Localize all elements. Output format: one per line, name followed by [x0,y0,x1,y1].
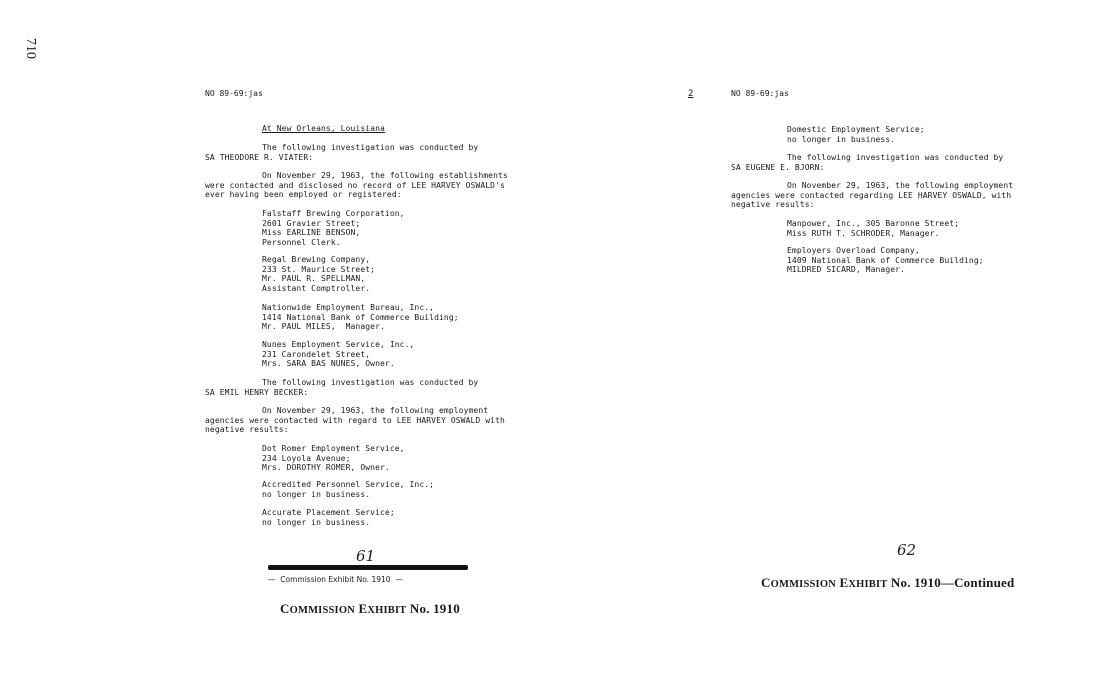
establishment-item: Nationwide Employment Bureau, Inc., 1414 National Bank of Commerce Building; Mr. PAUL MILES, Manager. [262,303,459,331]
paragraph-text: On November 29, 1963, the following employment agencies were contacted with regard to LEE HARVEY OSWALD with negative results: [205,406,505,434]
file-number: NO 89-69:jas [205,89,263,98]
agencies-paragraph [731,181,1013,210]
caption-smallcaps: OMMISSION [770,579,836,590]
file-number: NO 89-69:jas [731,89,789,98]
paragraph-text: On November 29, 1963, the following establishments were contacted and disclosed no record of LEE HARVEY OSWALD's ever having been employed or registered: [205,171,508,199]
investigation-intro [731,153,1003,172]
caption-number: No. 1910 [409,601,460,616]
establishment-item: Falstaff Brewing Corporation, 2601 Gravier Street; Miss EARLINE BENSON, Personnel Clerk. [262,209,405,247]
paragraph-text: On November 29, 1963, the following employment agencies were contacted regarding LEE HARVEY OSWALD, with negative results: [731,181,1014,209]
agency-item: Accredited Personnel Service, Inc.; no longer in business. [262,480,435,499]
paragraph-text: The following investigation was conducted by SA EUGENE E. BJORN: [731,153,1004,172]
page-marker: 2 [688,89,694,99]
exhibit-caption [761,575,1014,591]
caption-cap: C [280,601,290,616]
location-heading: At New Orleans, Louisiana [262,124,385,133]
establishments-paragraph [205,171,508,200]
caption-cap: E [839,575,849,590]
paragraph-text: The following investigation was conducted by SA EMIL HENRY BECKER: [205,378,479,397]
establishment-item: Regal Brewing Company, 233 St. Maurice Street; Mr. PAUL R. SPELLMAN, Assistant Comptroller. [262,255,376,293]
investigation-intro: The following investigation was conducted by SA THEODORE R. VIATER: [205,143,479,162]
agency-item: Accurate Placement Service; no longer in business. [262,508,395,527]
caption-smallcaps: XHIBIT [848,579,888,590]
handwritten-number: 61 [356,547,376,565]
agency-item: Manpower, Inc., 305 Baronne Street; Miss RUTH T. SCHRODER, Manager. [787,219,960,238]
stamp-bar [268,565,468,570]
caption-cap: E [358,601,368,616]
agency-item: Employers Overload Company, 1409 National Bank of Commerce Building; MILDRED SICARD, Manager. [787,246,984,274]
investigation-intro [205,378,478,397]
establishment-item: Nunes Employment Service, Inc., 231 Carondelet Street, Mrs. SARA BAS NUNES, Owner. [262,340,415,368]
page-number: 710 [23,38,38,59]
caption-smallcaps: XHIBIT [367,605,407,616]
agency-item: Dot Romer Employment Service, 234 Loyola Avenue; Mrs. DOROTHY ROMER, Owner. [262,444,405,472]
agency-item: Domestic Employment Service; no longer in business. [787,125,925,144]
caption-number: No. 1910—Continued [890,575,1015,590]
exhibit-caption [280,601,460,617]
caption-smallcaps: OMMISSION [289,605,355,616]
stamp-text: Commission Exhibit No. 1910 [280,575,391,584]
agencies-paragraph [205,406,505,435]
handwritten-number: 62 [897,541,917,559]
caption-cap: C [761,575,771,590]
stamp-label: — Commission Exhibit No. 1910 — [268,575,403,584]
